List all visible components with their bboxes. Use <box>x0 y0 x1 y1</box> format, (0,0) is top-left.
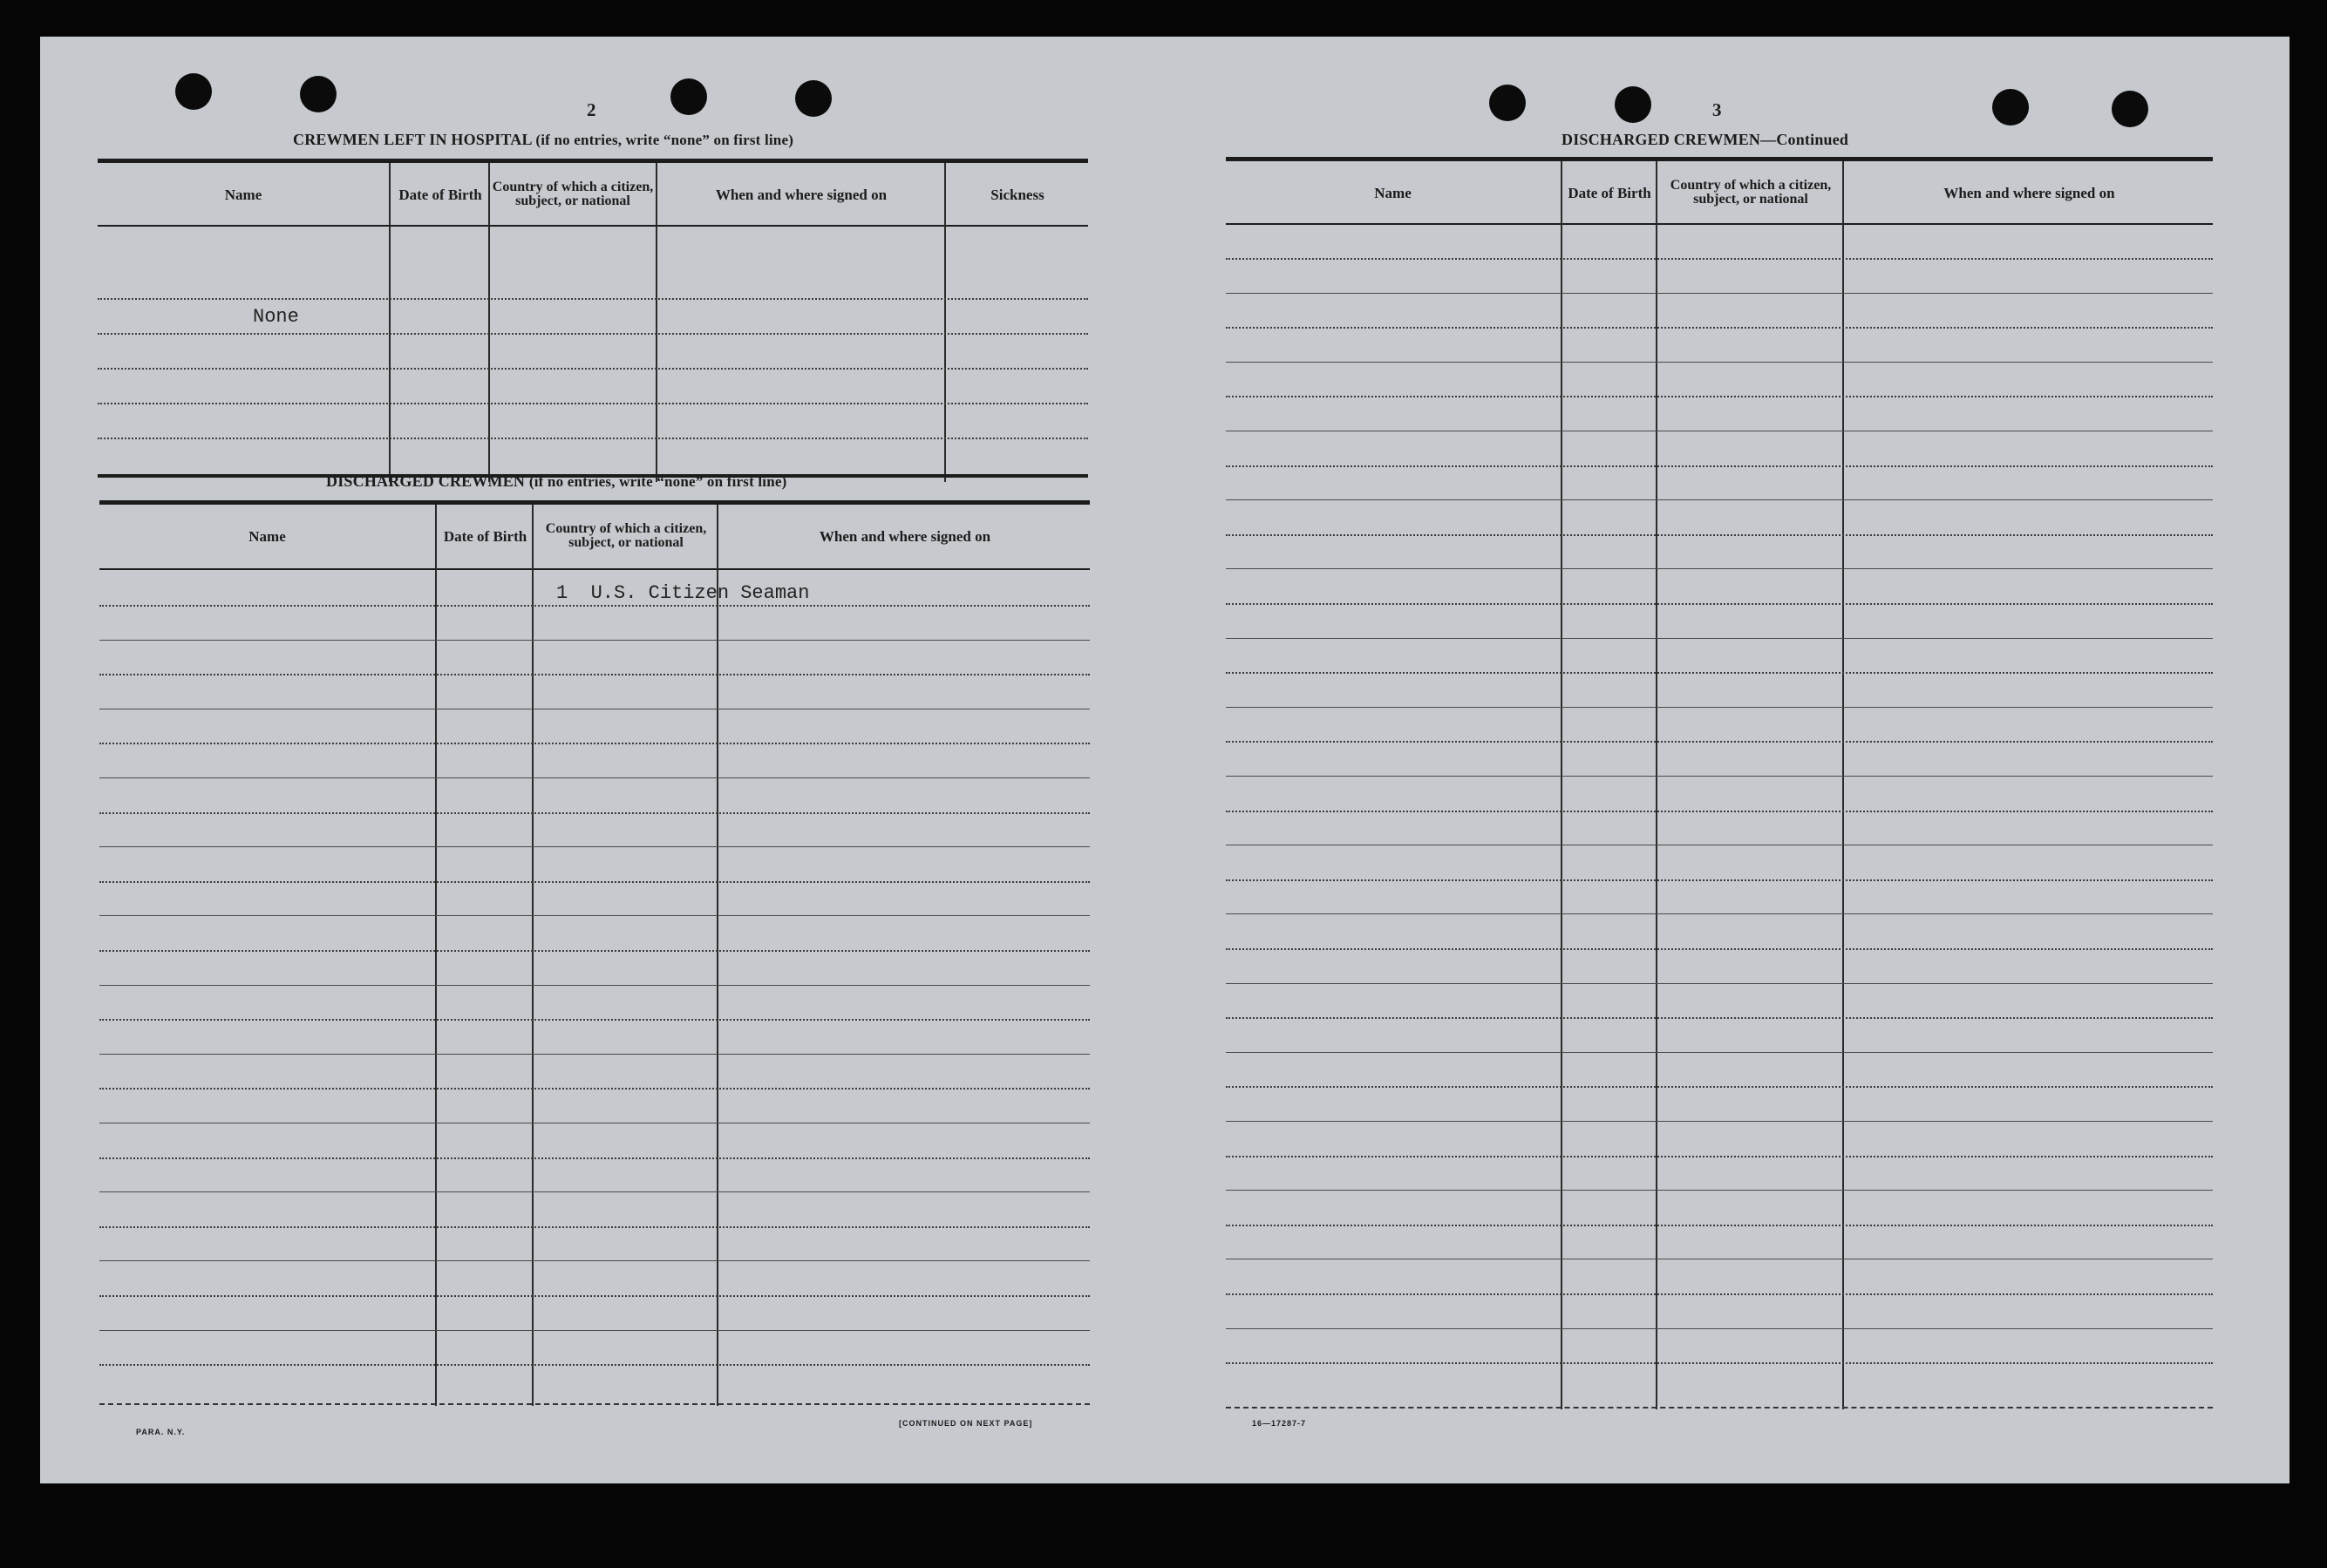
row-line <box>1226 396 2213 397</box>
row-line <box>99 1226 1090 1228</box>
row-line <box>1226 811 2213 812</box>
table-bottom-rule <box>1226 1407 2213 1410</box>
row-line <box>99 950 1090 952</box>
row-line <box>1226 465 2213 467</box>
row-line <box>99 1295 1090 1297</box>
hospital-entry-none: None <box>253 306 299 328</box>
row-line <box>99 881 1090 883</box>
row-line <box>99 846 1090 847</box>
punch-hole <box>1992 89 2029 126</box>
row-line <box>99 1260 1090 1261</box>
punch-hole <box>670 78 707 115</box>
row-line <box>1226 983 2213 984</box>
column-header-country: Country of which a citizen, subject, or national <box>492 180 654 208</box>
row-line <box>99 812 1090 814</box>
hospital-table <box>98 159 1088 483</box>
discharged-continued-table <box>1226 157 2213 1412</box>
discharged-continued-title: DISCHARGED CREWMEN—Continued <box>1562 131 1849 148</box>
row-line <box>1226 1017 2213 1019</box>
row-line <box>1226 879 2213 881</box>
table-top-rule <box>99 500 1090 505</box>
punch-hole <box>1615 86 1651 123</box>
row-line <box>1226 672 2213 674</box>
row-line <box>99 1088 1090 1089</box>
row-line <box>98 403 1088 404</box>
row-line <box>99 1364 1090 1366</box>
header-rule <box>99 568 1090 570</box>
row-line <box>1226 1362 2213 1364</box>
row-line <box>1226 258 2213 260</box>
hospital-title-note: (if no entries, write “none” on first line) <box>535 132 794 148</box>
row-line <box>99 1157 1090 1159</box>
column-divider <box>389 163 391 482</box>
header-rule <box>98 225 1088 227</box>
column-header-country: Country of which a citizen, subject, or national <box>545 521 707 550</box>
row-line <box>1226 1293 2213 1295</box>
document-sheet <box>40 37 2290 1483</box>
row-line <box>1226 913 2213 914</box>
continued-note: [CONTINUED ON NEXT PAGE] <box>899 1419 1033 1428</box>
hospital-section-title <box>293 131 793 149</box>
punch-hole <box>795 80 832 117</box>
table-top-rule <box>98 159 1088 163</box>
row-line <box>98 438 1088 439</box>
row-line <box>1226 534 2213 536</box>
row-line <box>99 743 1090 744</box>
header-rule <box>1226 223 2213 225</box>
row-line <box>1226 1225 2213 1226</box>
row-line <box>1226 1156 2213 1157</box>
row-line <box>1226 776 2213 777</box>
row-line <box>1226 499 2213 500</box>
punch-hole <box>300 76 337 112</box>
column-header-date-of-birth: Date of Birth <box>398 186 482 203</box>
column-header-signed-on: When and where signed on <box>819 527 991 545</box>
printer-mark: PARA. N.Y. <box>136 1428 186 1436</box>
row-line <box>1226 568 2213 569</box>
discharged-title-text: DISCHARGED CREWMEN <box>326 472 526 490</box>
table-top-rule <box>1226 157 2213 161</box>
hospital-title-text: CREWMEN LEFT IN HOSPITAL <box>293 131 532 148</box>
row-line <box>99 1191 1090 1192</box>
discharged-entry: 1 U.S. Citizen Seaman <box>556 582 810 604</box>
punch-hole <box>175 73 212 110</box>
row-line <box>1226 638 2213 639</box>
row-line <box>1226 1328 2213 1329</box>
row-line <box>99 1054 1090 1055</box>
row-line <box>1226 293 2213 294</box>
row-line <box>99 1330 1090 1331</box>
discharged-table <box>99 500 1090 1410</box>
row-line <box>1226 1190 2213 1191</box>
form-number: 16—17287-7 <box>1252 1419 1307 1428</box>
page-number-right: 3 <box>1712 99 1722 120</box>
table-bottom-rule <box>99 1403 1090 1407</box>
row-line <box>99 915 1090 916</box>
discharged-title-note: (if no entries, write “none” on first line) <box>528 473 787 490</box>
punch-hole <box>1489 85 1526 121</box>
row-line <box>1226 603 2213 605</box>
row-line <box>1226 741 2213 743</box>
row-line <box>98 368 1088 370</box>
column-header-sickness: Sickness <box>990 186 1044 203</box>
column-divider <box>488 163 490 482</box>
column-header-signed-on: When and where signed on <box>1943 184 2115 201</box>
row-line <box>1226 327 2213 329</box>
column-header-name: Name <box>224 186 262 203</box>
row-line <box>99 985 1090 986</box>
row-line <box>1226 707 2213 708</box>
column-header-name: Name <box>248 527 286 545</box>
row-line <box>1226 1086 2213 1088</box>
column-divider <box>1842 161 1844 1409</box>
column-divider <box>944 163 946 482</box>
row-line <box>1226 1121 2213 1122</box>
discharged-section-title <box>326 472 787 491</box>
row-line <box>1226 948 2213 950</box>
column-divider <box>1656 161 1657 1409</box>
punch-hole <box>2112 91 2148 127</box>
column-header-date-of-birth: Date of Birth <box>1568 184 1651 201</box>
row-line <box>98 333 1088 335</box>
column-header-signed-on: When and where signed on <box>715 186 888 203</box>
row-line <box>1226 362 2213 363</box>
row-line <box>98 298 1088 300</box>
column-divider <box>1561 161 1562 1409</box>
row-line <box>99 605 1090 607</box>
column-header-date-of-birth: Date of Birth <box>443 527 527 545</box>
row-line <box>1226 1052 2213 1053</box>
column-header-country: Country of which a citizen, subject, or national <box>1670 178 1832 207</box>
row-line <box>99 674 1090 675</box>
row-line <box>99 777 1090 778</box>
column-divider <box>656 163 657 482</box>
row-line <box>99 640 1090 641</box>
column-header-name: Name <box>1374 184 1412 201</box>
row-line <box>99 1019 1090 1021</box>
page-number-left: 2 <box>587 99 596 120</box>
